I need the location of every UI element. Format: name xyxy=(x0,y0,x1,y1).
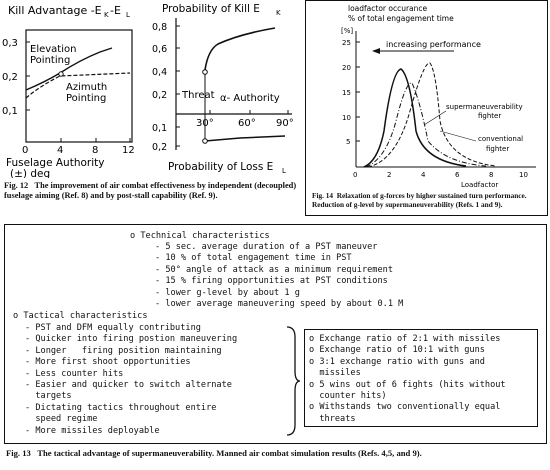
left-xlabel-2: (±) deg xyxy=(10,168,51,178)
tact-item-1: - PST and DFM equally contributing xyxy=(25,323,201,333)
left-ylabel-mid: -E xyxy=(110,4,121,17)
curve-b-label-2: fighter xyxy=(486,145,510,153)
fig14-yunit: [%] xyxy=(341,27,354,35)
fig14-caption-text: Relaxation of g-forces by higher sustained turn performance. Reduction of g-level by supermaneuverability (Refs. 1 and 9). xyxy=(312,191,527,209)
tech-item-3: - 50° angle of attack as a minimum requirement xyxy=(155,264,393,275)
fig14-caption xyxy=(312,191,544,209)
result-3: o 3:1 exchange ratio with guns and xyxy=(309,356,485,367)
left-xtick-4: 4 xyxy=(57,145,64,156)
tact-item-5: - Less counter hits xyxy=(25,368,124,379)
right-ytick-02b: 0,2 xyxy=(152,142,168,153)
left-ylabel-sub1: K xyxy=(104,11,109,19)
fig14-ytick-15: 15 xyxy=(342,89,351,97)
fig14-caption-num: Fig. 14 xyxy=(312,191,334,200)
authority-label: α- Authority xyxy=(220,93,280,104)
curve-a-label: supermaneuverability xyxy=(446,103,523,111)
left-xtick-12: 12 xyxy=(122,145,135,156)
tech-item-2: - 10 % of total engagement time in PST xyxy=(155,253,352,264)
fig12-caption-num: Fig. 12 xyxy=(4,181,29,190)
left-xtick-0: 0 xyxy=(22,145,29,156)
right-xtick-60: 60° xyxy=(238,118,256,129)
fig14-ytick-10: 10 xyxy=(342,114,351,122)
fig12-caption-text: The improvement of air combat effectiveness by independent (decoupled) fuselage aiming (Ref. 8) and by post-stall capability (Ref. 9). xyxy=(4,181,297,200)
fig14-plot xyxy=(306,1,547,187)
fig13-caption-num: Fig. 13 xyxy=(6,448,31,458)
tech-item-5: - lower g-level by about 1 g xyxy=(155,287,300,298)
fig13-caption xyxy=(6,448,546,458)
right-bottom-sub: L xyxy=(282,167,286,175)
fig14-ytick-5: 5 xyxy=(346,138,351,146)
left-ylabel-sub2: L xyxy=(126,11,130,19)
kill-curve xyxy=(205,28,275,70)
conventional-curve xyxy=(368,63,496,167)
loss-curve xyxy=(205,136,285,141)
right-xtick-90: 90° xyxy=(276,118,294,129)
fig13-caption-text: The tactical advantage of supermaneuverability. Manned air combat simulation results (Refs. 4,5, and 9). xyxy=(37,448,422,458)
curve-a-label-2: fighter xyxy=(478,112,502,120)
tact-item-8: - More missiles deployable xyxy=(25,425,160,436)
fig14-xtick-2: 2 xyxy=(387,171,392,179)
result-3b: missiles xyxy=(309,368,361,379)
tech-item-1: - 5 sec. average duration of a PST maneuver xyxy=(155,242,378,252)
right-top-label: Probability of Kill E xyxy=(162,3,260,15)
elevation-label-2: Pointing xyxy=(30,55,71,66)
fig14-ytick-25: 25 xyxy=(342,39,351,47)
supermaneuver-dashdot-curve xyxy=(366,83,486,167)
right-bottom-label: Probability of Loss E xyxy=(168,161,274,173)
left-xtick-8: 8 xyxy=(92,145,99,156)
right-ytick-08: 0,8 xyxy=(152,22,168,33)
right-ytick-02: 0,2 xyxy=(152,90,168,101)
fig14-xtick-0: 0 xyxy=(353,171,358,179)
left-marker xyxy=(59,72,63,76)
left-ytick-3: 0,1 xyxy=(2,106,18,117)
right-xtick-30: 30° xyxy=(196,118,214,129)
right-ytick-01: 0,1 xyxy=(152,123,168,134)
right-top-sub: K xyxy=(276,9,281,17)
result-5: o Withstands two conventionally equal xyxy=(309,402,501,413)
right-ytick-04: 0,4 xyxy=(152,67,168,78)
azimuth-label-2: Pointing xyxy=(66,93,107,104)
result-2: o Exchange ratio of 10:1 with guns xyxy=(309,345,485,356)
tact-item-2: - Quicker into firing postion maneuvering xyxy=(25,334,238,345)
result-5b: threats xyxy=(309,413,356,424)
tech-header: o Technical characteristics xyxy=(130,231,270,241)
fig12-caption xyxy=(4,181,300,201)
fig12-panel xyxy=(0,0,300,215)
fig14-xtick-10: 10 xyxy=(519,171,528,179)
fig14-panel xyxy=(305,0,548,216)
results-box xyxy=(304,329,538,427)
fig14-title-1: loadfactor occurance xyxy=(348,4,428,13)
right-ytick-06: 0,6 xyxy=(152,44,168,55)
left-ylabel: Kill Advantage -E xyxy=(8,4,102,17)
tact-item-6b: targets xyxy=(25,391,72,402)
fig14-title-2: % of total engagement time xyxy=(348,14,454,23)
tact-item-4: - More first shoot opportunities xyxy=(25,357,191,368)
arrow-label: increasing performance xyxy=(386,40,481,49)
tact-item-6: - Easier and quicker to switch alternate xyxy=(25,380,232,390)
fig14-xtick-4: 4 xyxy=(421,171,426,179)
tact-header: o Tactical characteristics xyxy=(13,311,148,321)
kill-marker xyxy=(203,70,208,75)
left-xlabel-1: Fuselage Authority xyxy=(6,157,105,169)
loss-marker xyxy=(203,139,208,144)
azimuth-label: Azimuth xyxy=(66,82,108,93)
result-4: o 5 wins out of 6 fights (hits without xyxy=(309,379,506,390)
tech-item-6: - lower average maneuvering speed by about 0.1 M xyxy=(155,299,404,309)
left-ytick-1: 0,3 xyxy=(2,38,18,49)
fig14-xlabel: Loadfactor xyxy=(461,181,499,187)
fig12-plots xyxy=(0,0,300,178)
fig13-panel xyxy=(4,224,547,444)
result-4b: counter hits) xyxy=(309,391,387,401)
fig14-xtick-6: 6 xyxy=(455,171,460,179)
tech-item-4: - 15 % firing opportunities at PST conditions xyxy=(155,276,388,287)
tact-item-7: - Dictating tactics throughout entire xyxy=(25,402,217,413)
elevation-label: Elevation xyxy=(30,44,77,55)
threat-label: Threat xyxy=(182,90,215,101)
supermaneuver-solid-curve xyxy=(364,69,466,167)
fig14-xtick-8: 8 xyxy=(489,171,494,179)
brace xyxy=(285,325,301,437)
tact-item-3: - Longer firing position maintaining xyxy=(25,345,222,356)
result-1: o Exchange ratio of 2:1 with missiles xyxy=(309,334,501,344)
left-ytick-2: 0,2 xyxy=(2,72,18,83)
curve-b-label: conventional xyxy=(478,135,524,143)
fig14-ytick-20: 20 xyxy=(342,64,351,72)
tact-item-7b: speed regime xyxy=(25,414,98,425)
